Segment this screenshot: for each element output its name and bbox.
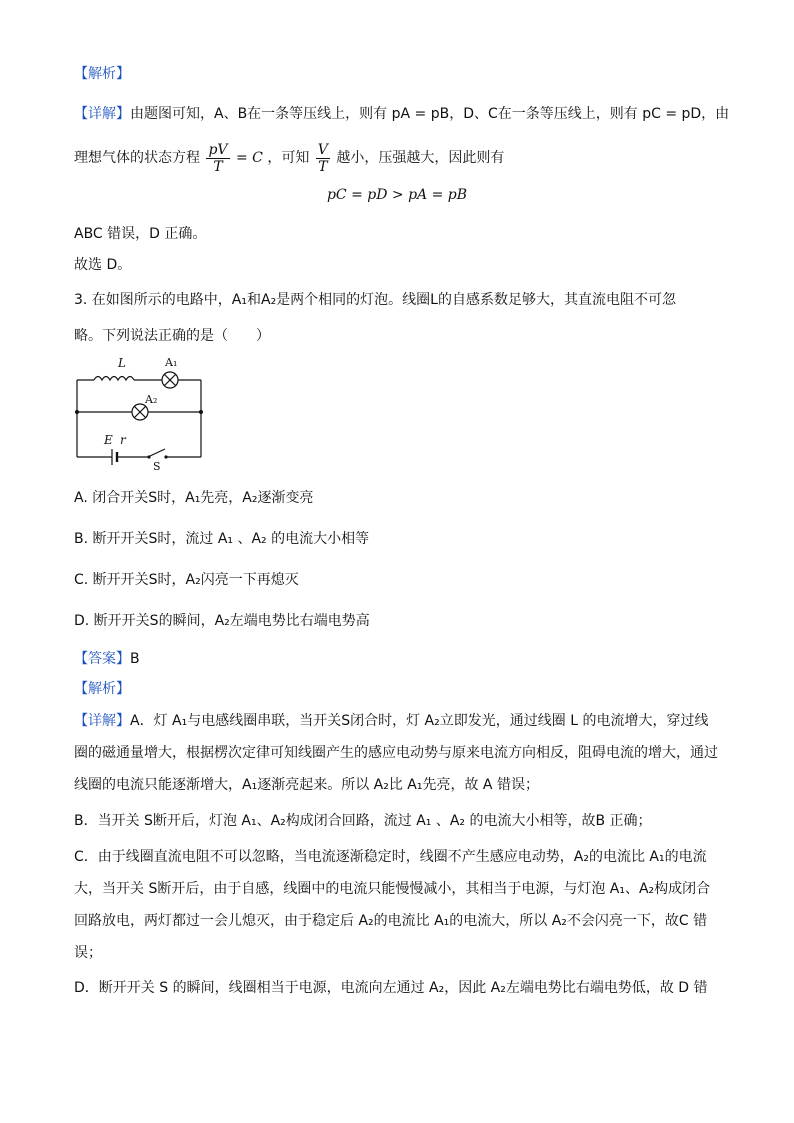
option-c: C. 断开开关S时，A₂闪亮一下再熄灭 bbox=[74, 572, 299, 588]
answer-value: B bbox=[130, 651, 140, 667]
explanation-line-7: 回路放电，两灯都过一会儿熄灭，由于稳定后 A₂的电流比 A₁的电流大，所以 A₂不会闪亮一下，故C 错 bbox=[74, 913, 708, 929]
explanation-line-8: 误； bbox=[74, 945, 102, 961]
question-3-stem-1: 3. 在如图所示的电路中，A₁和A₂是两个相同的灯泡。线圈L的自感系数足够大，其直流电阻不可忽 bbox=[74, 292, 676, 308]
conclusion-line: ABC 错误，D 正确。 bbox=[74, 226, 207, 242]
explanation-line-2: 圈的磁通量增大，根据楞次定律可知线圈产生的感应电动势与原来电流方向相反，阻碍电流的增大，通过 bbox=[74, 745, 718, 761]
explanation-line-6: 大，当开关 S断开后，由于自感，线圈中的电流只能慢慢减小，其相当于电源，与灯泡 A₁、A₂构成闭合 bbox=[74, 881, 711, 897]
explanation-line-3: 线圈的电流只能逐渐增大，A₁逐渐亮起来。所以 A₂比 A₁先亮，故 A 错误； bbox=[74, 777, 539, 793]
label-a2: A₂ bbox=[145, 393, 158, 406]
jiexi-label-2: 【解析】 bbox=[74, 681, 130, 697]
answer-line: 【答案】B bbox=[74, 651, 140, 667]
state-equation-line: 理想气体的状态方程 $\frac{pV}{T}$ = C ，可知 $\frac{V}{T}$ 越小，压强越大，因此则有 bbox=[74, 141, 505, 175]
fraction-pv-over-t: $\frac{pV}{T}$ bbox=[208, 141, 228, 175]
question-3-stem-2: 略。下列说法正确的是（ ） bbox=[74, 328, 270, 344]
label-e: E bbox=[104, 433, 113, 447]
explanation-line-5: C．由于线圈直流电阻不可以忽略，当电流逐渐稳定时，线圈不产生感应电动势，A₂的电流比 A₁的电流 bbox=[74, 849, 707, 865]
choice-line: 故选 D。 bbox=[74, 257, 132, 273]
option-b: B. 断开开关S时，流过 A₁ 、A₂ 的电流大小相等 bbox=[74, 531, 370, 547]
explanation-line-9: D．断开开关 S 的瞬间，线圈相当于电源，电流向左通过 A₂，因此 A₂左端电势比右端电势低，故 D 错 bbox=[74, 980, 708, 996]
option-a: A. 闭合开关S时，A₁先亮，A₂逐渐变亮 bbox=[74, 490, 314, 506]
pressure-relation: pC = pD > pA = pB bbox=[326, 187, 468, 203]
label-a1: A₁ bbox=[165, 356, 178, 369]
option-d: D. 断开开关S的瞬间，A₂左端电势比右端电势高 bbox=[74, 613, 370, 629]
explanation-line-4: B．当开关 S断开后，灯泡 A₁、A₂构成闭合回路，流过 A₁ 、A₂ 的电流大小相等，故B 正确； bbox=[74, 813, 652, 829]
fraction-v-over-t: $\frac{V}{T}$ bbox=[317, 141, 328, 175]
jiexi-label-1: 【解析】 bbox=[74, 66, 130, 82]
explanation-line-1: 【详解】A．灯 A₁与电感线圈串联，当开关S闭合时，灯 A₂立即发光，通过线圈 L 的电流增大，穿过线 bbox=[74, 713, 709, 729]
switch-lever bbox=[150, 449, 165, 456]
label-l: L bbox=[118, 356, 126, 370]
label-s: S bbox=[153, 460, 161, 473]
inductor-coil bbox=[94, 377, 134, 381]
label-r: r bbox=[120, 433, 126, 447]
circuit-diagram bbox=[70, 352, 210, 473]
detail-line-1: 【详解】由题图可知，A、B在一条等压线上，则有 pA = pB，D、C在一条等压线上，则有 pC = pD，由 bbox=[74, 106, 730, 122]
